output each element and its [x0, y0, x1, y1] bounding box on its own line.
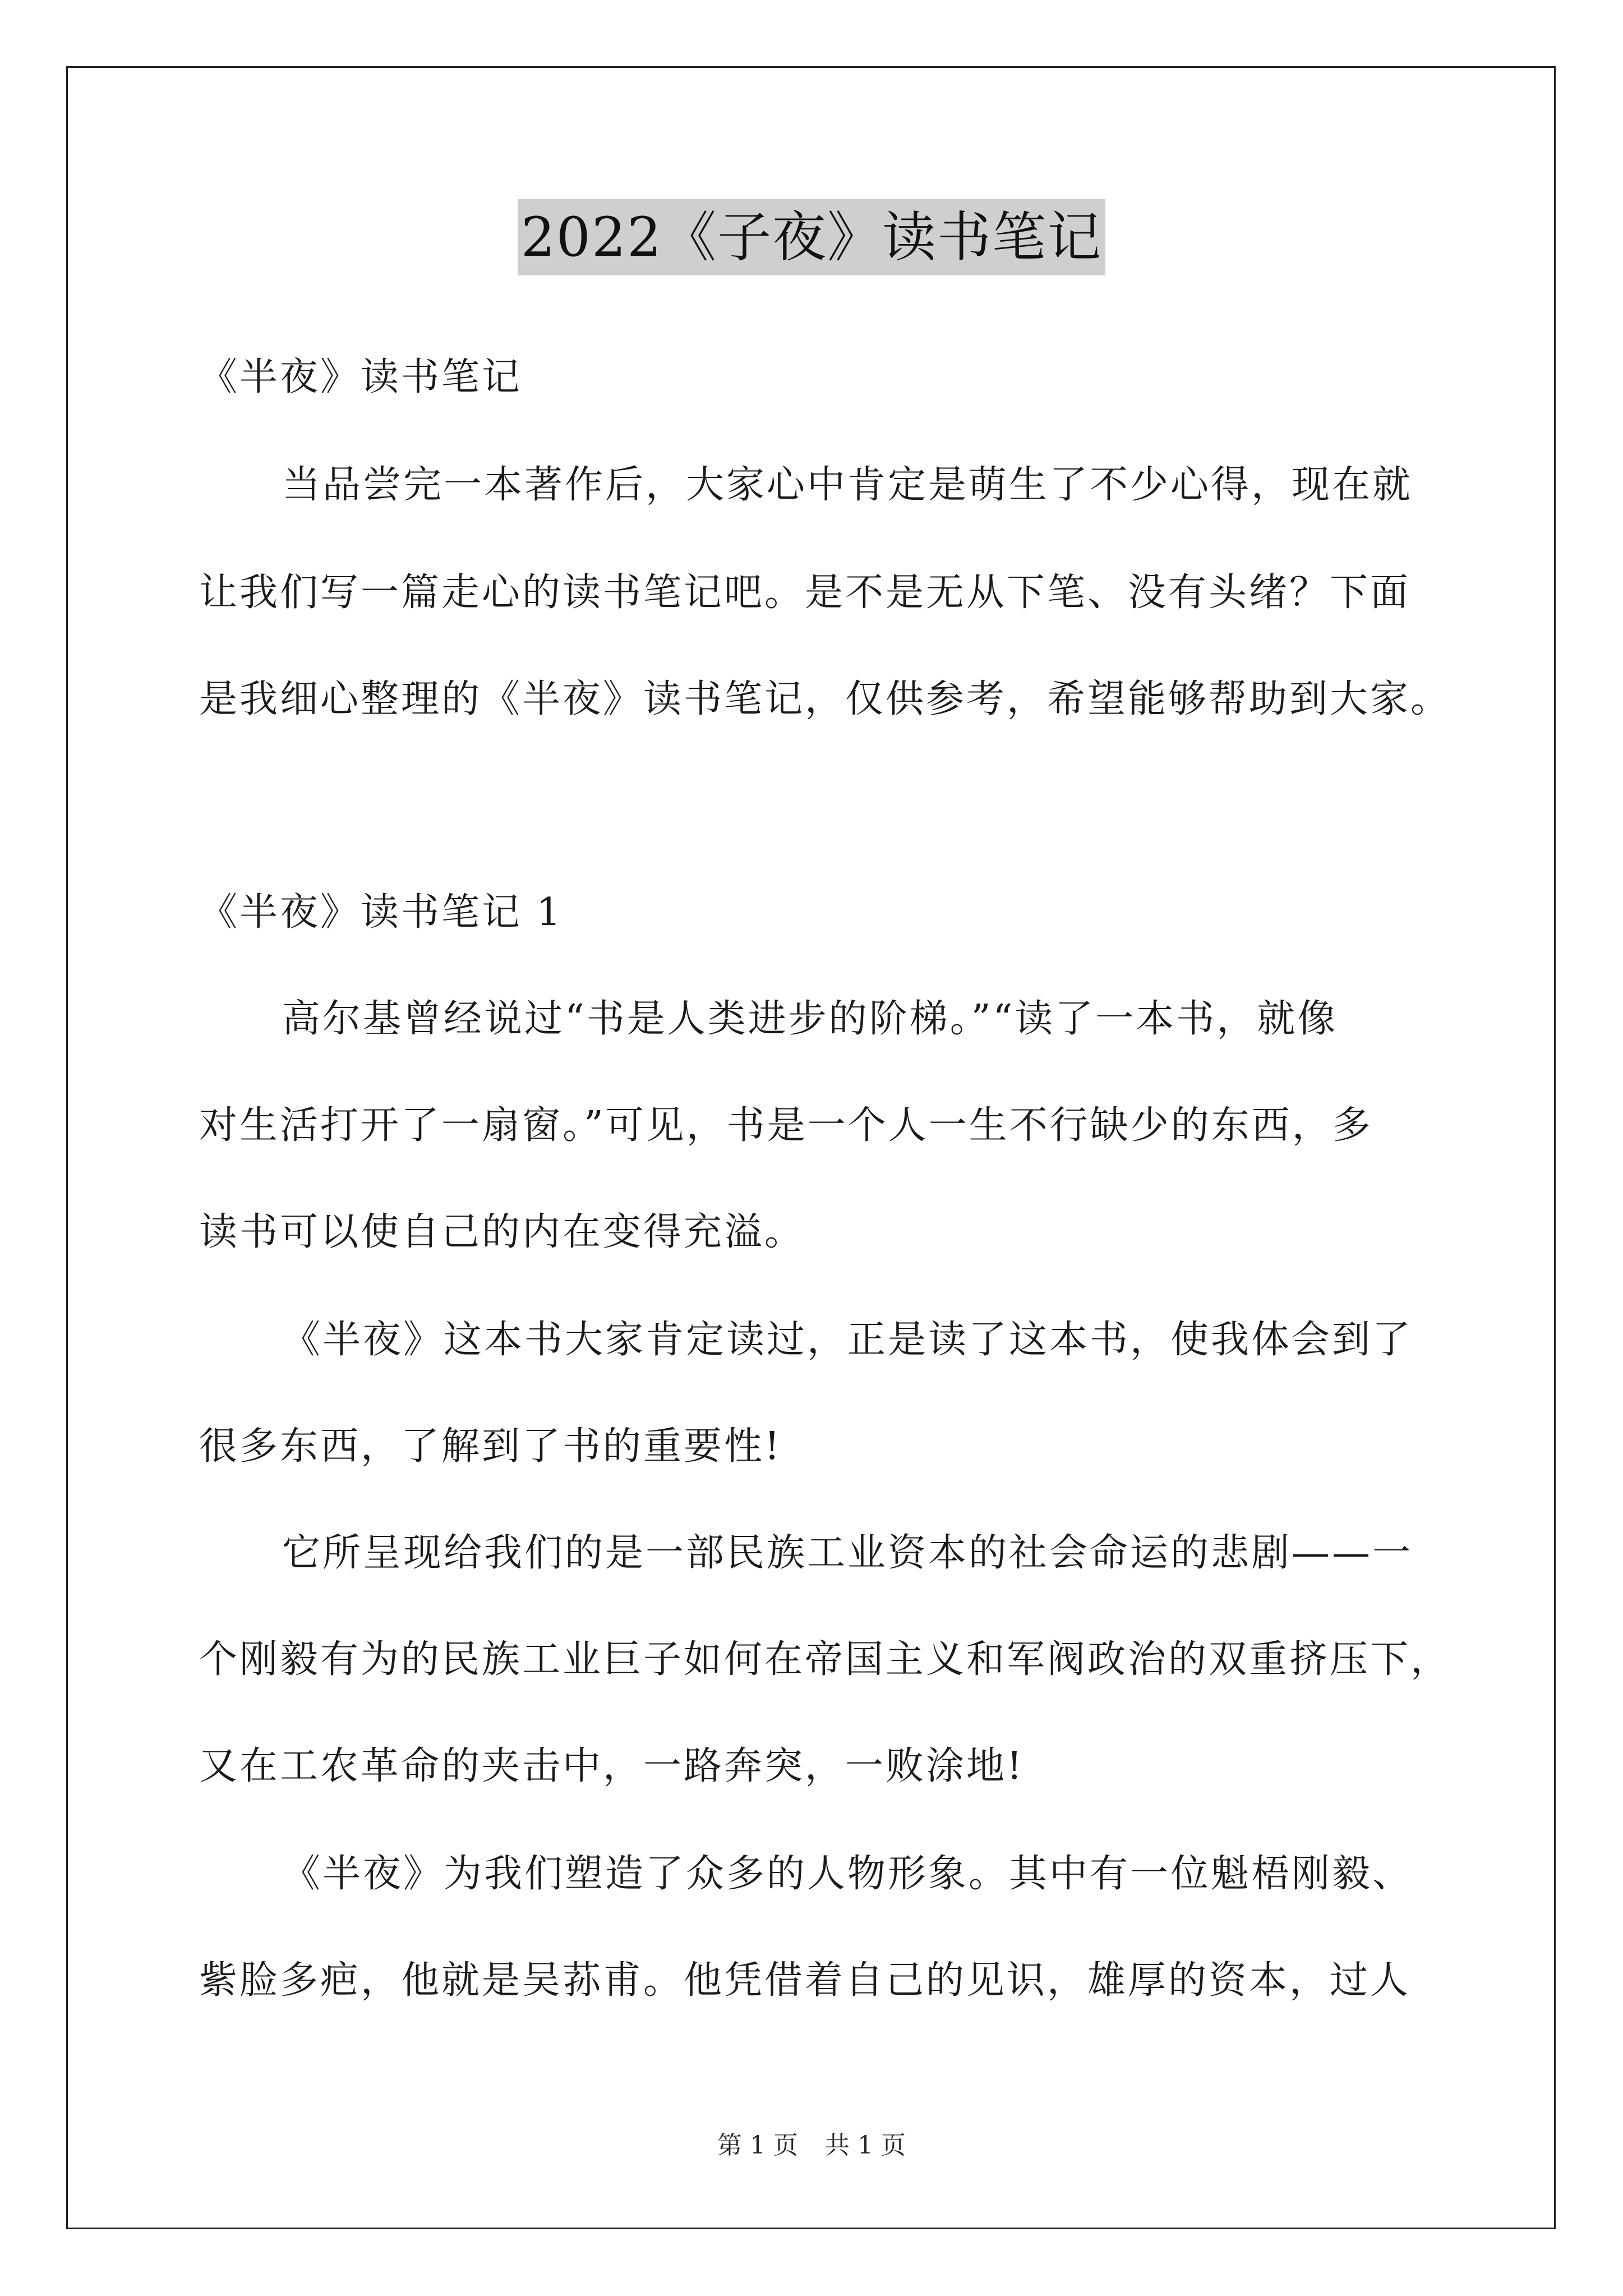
paragraph-line: 它所呈现给我们的是一部民族工业资本的社会命运的悲剧——一 [282, 1531, 1413, 1575]
page-total: 共 1 页 [825, 2131, 906, 2160]
paragraph-line: 读书可以使自己的内在变得充溢。 [199, 1210, 805, 1254]
page-footer [0, 2129, 1623, 2162]
paragraph-line: 当品尝完一本著作后，大家心中肯定是萌生了不少心得，现在就 [282, 463, 1413, 507]
paragraph-line: 对生活打开了一扇窗。”可见，书是一个人一生不行缺少的东西，多 [199, 1103, 1373, 1148]
document-title: 2022《子夜》读书笔记 [518, 199, 1105, 275]
paragraph-line: 是我细心整理的《半夜》读书笔记，仅供参考，希望能够帮助到大家。 [199, 677, 1451, 721]
paragraph-line: 《半夜》这本书大家肯定读过，正是读了这本书，使我体会到了 [282, 1318, 1413, 1362]
paragraph-line: 又在工农革命的夹击中，一路奔突，一败涂地! [199, 1744, 1025, 1788]
paragraph-line: 高尔基曾经说过“书是人类进步的阶梯。”“读了一本书，就像 [282, 997, 1338, 1041]
section-heading: 《半夜》读书笔记 1 [199, 890, 563, 935]
paragraph-line: 《半夜》为我们塑造了众多的人物形象。其中有一位魁梧刚毅、 [282, 1852, 1413, 1896]
paragraph-line: 让我们写一篇走心的读书笔记吧。是不是无从下笔、没有头绪？下面 [199, 570, 1411, 615]
paragraph-line: 很多东西，了解到了书的重要性! [199, 1424, 782, 1469]
title-wrap [0, 199, 1623, 275]
paragraph-line: 紫脸多疤，他就是吴荪甫。他凭借着自己的见识，雄厚的资本，过人 [199, 1958, 1411, 2003]
page-number: 第 1 页 [717, 2131, 798, 2160]
subtitle-line: 《半夜》读书笔记 [199, 355, 523, 399]
paragraph-line: 个刚毅有为的民族工业巨子如何在帝国主义和军阀政治的双重挤压下， [199, 1637, 1451, 1682]
